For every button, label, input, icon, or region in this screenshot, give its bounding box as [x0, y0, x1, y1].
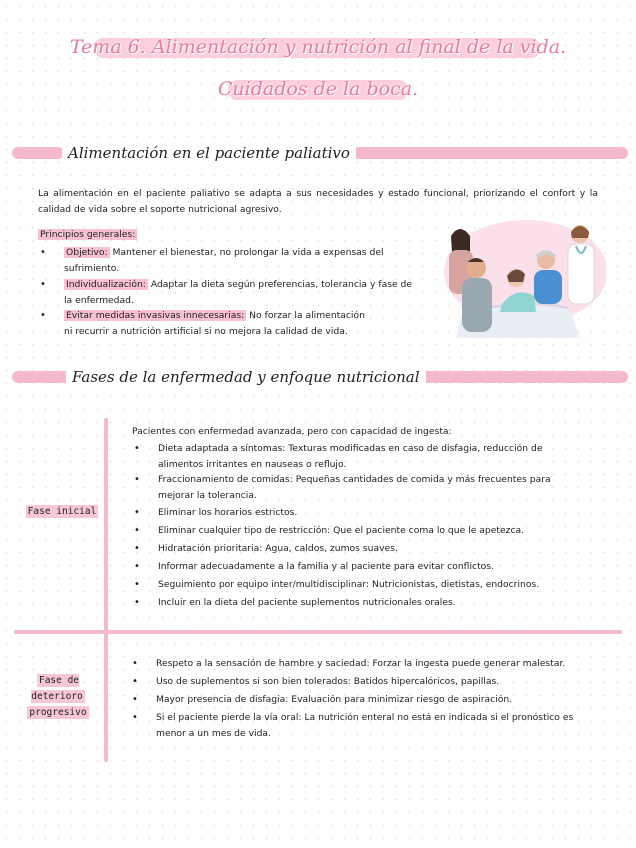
section-bar-left — [12, 371, 72, 383]
palliative-care-illustration — [430, 212, 606, 342]
principle-item — [64, 308, 374, 340]
phase-label-deterioration — [12, 673, 104, 721]
principle-term: Evitar medidas invasivas innecesarias: — [66, 310, 245, 321]
phase-item: Si el paciente pierde la vía oral: La nutrición enteral no está en indicada si el pronóstico es menor a un mes de vida. — [156, 712, 574, 739]
principles-label — [38, 227, 137, 243]
phase-item: Hidratación prioritaria: Agua, caldos, zumos suaves. — [158, 543, 398, 554]
principle-item — [64, 245, 404, 277]
principle-term: Individualización: — [66, 279, 146, 290]
bullet: • — [134, 474, 140, 485]
phase-label-text: progresivo — [29, 707, 87, 718]
page-subtitle: Cuidados de la boca. — [217, 78, 419, 100]
phase-item: Fraccionamiento de comidas: Pequeñas cantidades de comida y más frecuentes para mejorar la tolerancia. — [158, 474, 551, 501]
bullet: • — [134, 579, 140, 590]
phase-item: Eliminar los horarios estrictos. — [158, 507, 298, 518]
bullet: • — [40, 279, 46, 290]
bullet: • — [132, 676, 138, 687]
phase-item: Uso de suplementos si son bien tolerados: Batidos hipercalóricos, papillas. — [156, 676, 500, 687]
bullet: • — [132, 694, 138, 705]
phase-intro: Pacientes con enfermedad avanzada, pero con capacidad de ingesta: — [132, 426, 452, 437]
phase-label-text: Fase de deterioro — [31, 675, 83, 702]
bullet: • — [134, 561, 140, 572]
bullet: • — [134, 507, 140, 518]
principle-text: No forzar la alimentación ni recurrir a nutrición artificial si no mejora la calidad de vida. — [64, 310, 365, 337]
bullet: • — [134, 597, 140, 608]
section-bar-left — [12, 147, 64, 159]
phase-item: Informar adecuadamente a la familia y al paciente para evitar conflictos. — [158, 561, 494, 572]
bullet: • — [132, 658, 138, 669]
phase-item: Dieta adaptada a síntomas: Texturas modificadas en caso de disfagia, reducción de alimentos irritantes en nauseas o reflujo. — [158, 443, 543, 470]
principles-label-text: Principios generales: — [40, 229, 136, 240]
table-horizontal-divider — [14, 630, 622, 634]
section-heading-palliative: Alimentación en el paciente paliativo — [62, 143, 356, 163]
phase-item: Mayor presencia de disfagia: Evaluación para minimizar riesgo de aspiración. — [156, 694, 513, 705]
principle-term: Objetivo: — [66, 247, 108, 258]
phase-label-text: Fase inicial — [27, 506, 97, 517]
phase-item: Respeto a la sensación de hambre y saciedad: Forzar la ingesta puede generar malestar. — [156, 658, 566, 669]
phase-item: Eliminar cualquier tipo de restricción: Que el paciente coma lo que le apetezca. — [158, 525, 525, 536]
principle-text: Adaptar la dieta según preferencias, tolerancia y fase de la enfermedad. — [64, 279, 413, 306]
bullet: • — [134, 543, 140, 554]
phase-item: Seguimiento por equipo inter/multidisciplinar: Nutricionistas, dietistas, endocrinos. — [158, 579, 540, 590]
phase-label-initial — [24, 504, 100, 520]
page-title: Tema 6. Alimentación y nutrición al final de la vida. — [69, 36, 567, 58]
bullet: • — [40, 247, 46, 258]
intro-paragraph: La alimentación en el paciente paliativo se adapta a sus necesidades y estado funcional, priorizando el confort y la calidad de vida sobre el soporte nutricional agresivo. — [38, 188, 598, 215]
section-bar-right — [330, 147, 628, 159]
principle-text: Mantener el bienestar, no prolongar la vida a expensas del sufrimiento. — [64, 247, 384, 274]
phase-item: Incluir en la dieta del paciente suplementos nutricionales orales. — [158, 597, 456, 608]
section-heading-phases: Fases de la enfermedad y enfoque nutricional — [66, 367, 426, 387]
bullet: • — [134, 525, 140, 536]
bullet: • — [134, 443, 140, 454]
table-vertical-divider — [104, 418, 108, 762]
principle-item — [64, 277, 420, 309]
bullet: • — [132, 712, 138, 723]
bullet: • — [40, 310, 46, 321]
